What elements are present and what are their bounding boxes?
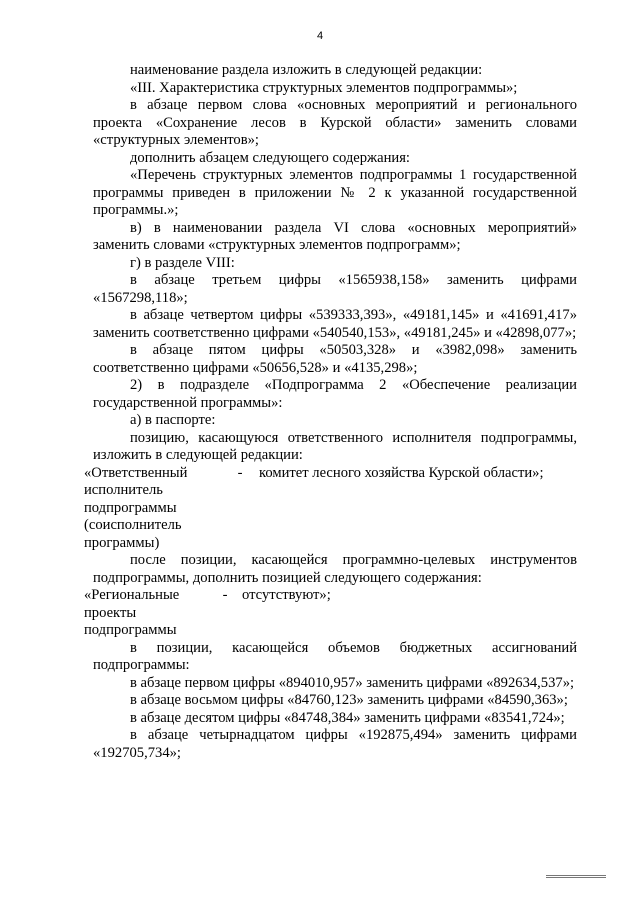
paragraph: в абзаце первом цифры «894010,957» заменить цифрами «892634,537»;	[130, 674, 575, 691]
position-value: отсутствуют»;	[242, 587, 331, 603]
position-label: «Ответственный	[84, 464, 188, 481]
paragraph: «III. Характеристика структурных элементов подпрограммы»;	[130, 79, 518, 96]
paragraph: а) в паспорте:	[130, 412, 216, 428]
paragraph: дополнить абзацем следующего содержания:	[130, 149, 410, 166]
paragraph: в абзаце четвертом цифры «539333,393», «49181,145» и «41691,417» заменить соответственно цифрами «540540,153», «49181,245» и «42898,077»;	[93, 307, 577, 341]
paragraph: г) в разделе VIII:	[130, 254, 235, 271]
position-label: программы)	[84, 534, 160, 551]
paragraph: наименование раздела изложить в следующей редакции:	[130, 62, 483, 78]
paragraph: 2) в подразделе «Подпрограмма 2 «Обеспечение реализации государственной программы»:	[93, 377, 577, 411]
position-label: «Региональные	[84, 587, 180, 603]
paragraph: в абзаце десятом цифры «84748,384» заменить цифрами «83541,724»;	[130, 709, 565, 726]
position-label: (соисполнитель	[84, 517, 182, 533]
page-number: 4	[316, 30, 324, 42]
position-label: подпрограммы	[84, 622, 177, 638]
passport-position-responsible	[84, 465, 577, 553]
paragraph: в абзаце четырнадцатом цифры «192875,494» заменить цифрами «192705,734»;	[93, 727, 577, 761]
paragraph: в абзаце восьмом цифры «84760,123» заменить цифрами «84590,363»;	[130, 692, 568, 708]
passport-position-regional-projects	[84, 587, 577, 640]
paragraph: в абзаце пятом цифры «50503,328» и «3982,098» заменить соответственно цифрами «50656,528» и «4135,298»;	[93, 342, 577, 376]
position-label: исполнитель	[84, 482, 163, 498]
paragraph: позицию, касающуюся ответственного исполнителя подпрограммы, изложить в следующей редакции:	[93, 429, 577, 463]
document-body	[84, 62, 577, 762]
position-label: подпрограммы	[84, 499, 177, 516]
position-dash: -	[237, 464, 243, 481]
position-label: проекты	[84, 604, 137, 621]
paragraph: в абзаце третьем цифры «1565938,158» заменить цифрами «1567298,118»;	[93, 272, 577, 306]
paragraph: в позиции, касающейся объемов бюджетных ассигнований подпрограммы:	[93, 639, 577, 673]
paragraph: в) в наименовании раздела VI слова «основных мероприятий» заменить словами «структурных элементов подпрограмм»;	[93, 219, 577, 253]
paragraph: в абзаце первом слова «основных мероприятий и регионального проекта «Сохранение лесов в Курской области» заменить словами «структурных элементов»;	[93, 97, 577, 148]
position-value: комитет лесного хозяйства Курской области»;	[259, 464, 544, 481]
scan-artifact-line	[546, 875, 606, 879]
paragraph: после позиции, касающейся программно-целевых инструментов подпрограммы, дополнить позицией следующего содержания:	[93, 552, 577, 586]
position-dash: -	[222, 587, 228, 603]
paragraph: «Перечень структурных элементов подпрограммы 1 государственной программы приведен в приложении № 2 к указанной государственной программы.»;	[93, 167, 577, 218]
